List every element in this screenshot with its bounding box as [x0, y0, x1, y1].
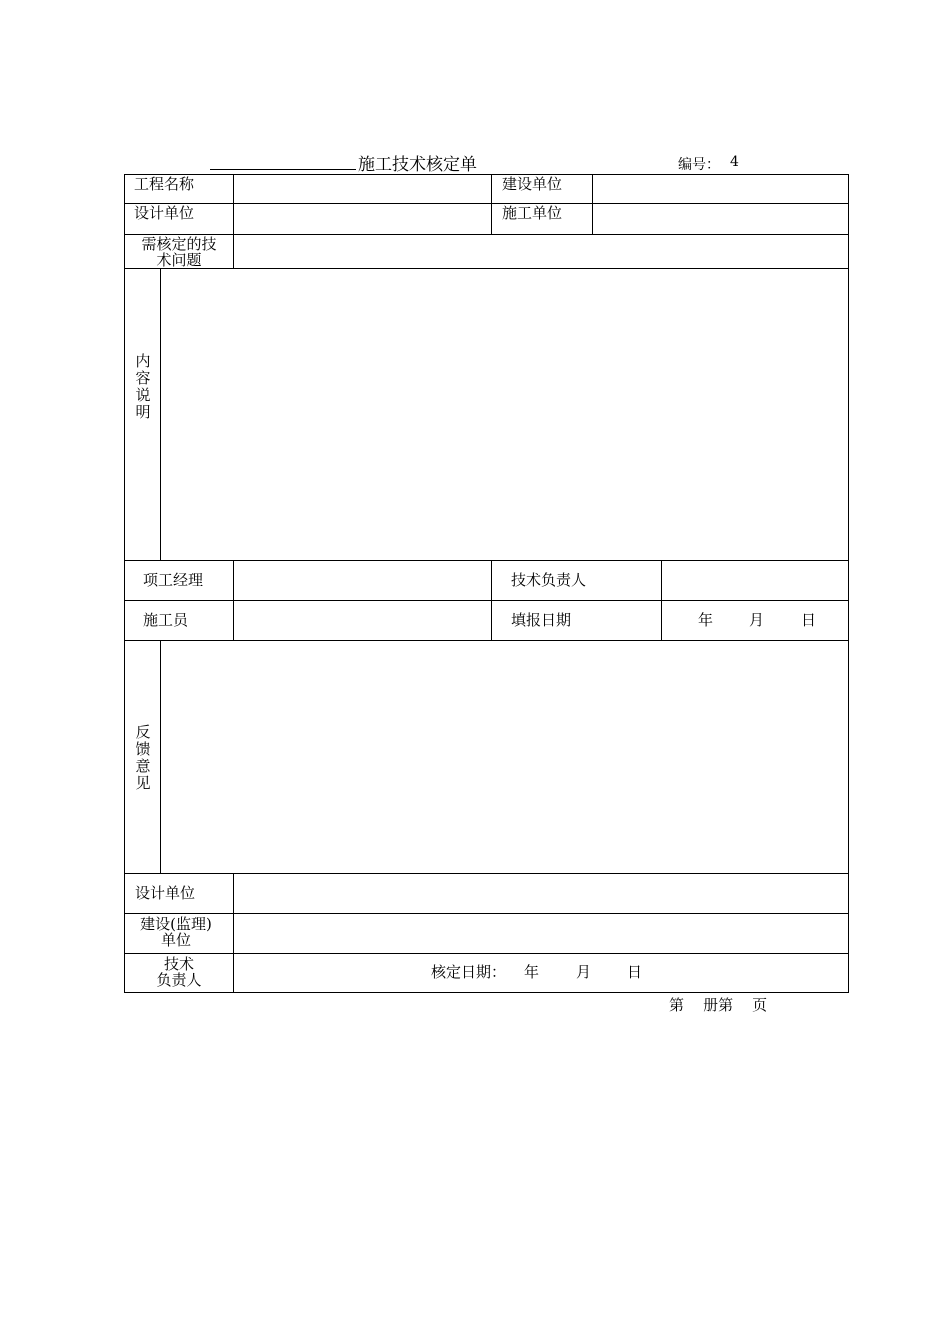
feedback-label: 反馈意见: [135, 723, 151, 792]
col-divider: [233, 174, 234, 268]
construction-unit-field[interactable]: [594, 205, 846, 233]
number-label: 编号：: [678, 157, 720, 173]
owner-unit-label: 建设单位: [502, 175, 563, 193]
verify-date-month: 月: [576, 963, 592, 981]
owner-supervise-label: [126, 916, 226, 948]
row-divider: [124, 640, 849, 641]
col-divider: [233, 873, 234, 992]
owner-supervise-label-line1: 建设(监理): [140, 915, 212, 933]
owner-supervise-field[interactable]: [235, 915, 846, 952]
number-value: 4: [730, 154, 739, 170]
owner-supervise-label-line2: 单位: [160, 931, 191, 949]
col-divider: [491, 174, 492, 234]
fill-date-day: 日: [801, 611, 817, 629]
tech-issue-label-line2: 术问题: [156, 251, 202, 269]
tech-lead-field[interactable]: [663, 562, 846, 599]
verify-date-label: 核定日期：: [431, 963, 507, 981]
fill-date-label: 填报日期: [511, 611, 572, 629]
design-unit2-label: 设计单位: [135, 884, 196, 902]
pm-field[interactable]: [235, 562, 489, 599]
col-divider: [160, 268, 161, 560]
table-border-right: [848, 174, 849, 992]
pm-label: 项工经理: [143, 571, 204, 589]
tech-resp-label-line1: 技术: [163, 955, 194, 973]
volume-page-number: 第 册第 页: [669, 996, 768, 1014]
constructor-label: 施工员: [143, 611, 189, 629]
col-divider: [661, 560, 662, 640]
construction-unit-label: 施工单位: [502, 204, 563, 222]
tech-resp-label: [126, 956, 232, 988]
content-label: 内容说明: [135, 352, 151, 421]
col-divider: [233, 560, 234, 640]
col-divider: [160, 640, 161, 873]
design-unit-label: 设计单位: [134, 204, 195, 222]
tech-resp-label-line2: 负责人: [156, 971, 202, 989]
tech-issue-label-line1: 需核定的技: [141, 235, 217, 253]
feedback-field[interactable]: [162, 642, 846, 872]
verify-date-year: 年: [524, 963, 540, 981]
form-title: 施工技术核定单: [358, 155, 477, 175]
table-border-bottom: [124, 992, 849, 993]
fill-date-year: 年: [698, 611, 714, 629]
design-unit-field[interactable]: [235, 205, 489, 233]
design-unit2-field[interactable]: [235, 875, 846, 912]
row-divider: [124, 268, 849, 269]
constructor-field[interactable]: [235, 602, 489, 639]
tech-issue-field[interactable]: [235, 236, 846, 267]
owner-unit-field[interactable]: [594, 176, 846, 202]
title-blank-line: [210, 152, 356, 170]
content-field[interactable]: [162, 270, 846, 559]
project-name-label: 工程名称: [134, 175, 195, 193]
tech-lead-label: 技术负责人: [511, 571, 587, 589]
verify-date-day: 日: [627, 963, 643, 981]
col-divider: [592, 174, 593, 234]
fill-date-month: 月: [749, 611, 765, 629]
tech-issue-label: [126, 236, 232, 268]
project-name-field[interactable]: [235, 176, 489, 202]
table-border-left: [124, 174, 125, 992]
col-divider: [491, 560, 492, 640]
